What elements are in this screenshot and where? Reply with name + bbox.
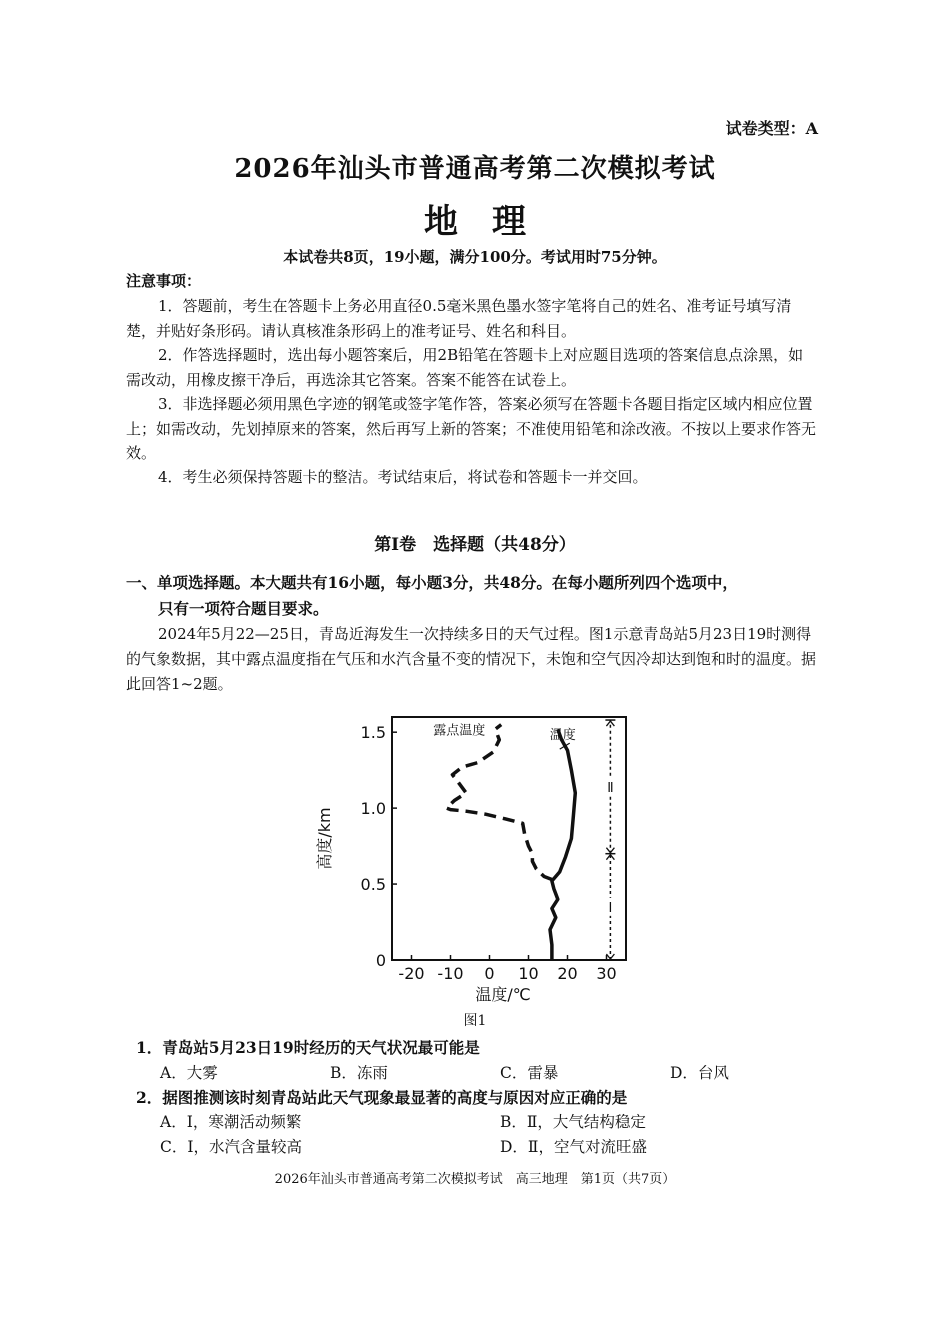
paper-type-label: 试卷类型：A xyxy=(725,119,818,138)
plot-frame xyxy=(392,717,626,960)
x-tick-label: 0 xyxy=(484,964,495,983)
y-axis-label: 高度/km xyxy=(315,807,334,870)
question-intro: 2024年5月22—25日，青岛近海发生一次持续多日的天气过程。图1示意青岛站5月23日19时测得的气象数据，其中露点温度指在气压和水汽含量不变的情况下，未饱和空气因冷却达到饱和时的温度。据此回答1~2题。 xyxy=(126,625,817,693)
notice-item-4: 4．考生必须保持答题卡的整洁。考试结束后，将试卷和答题卡一并交回。 xyxy=(158,468,648,486)
subject-title: 地理 xyxy=(424,202,560,242)
y-tick-label: 1.5 xyxy=(360,723,386,743)
part-heading-line2: 只有一项符合题目要求。 xyxy=(158,599,329,618)
x-axis-label: 温度/℃ xyxy=(475,985,531,1004)
y-tick-label: 1.0 xyxy=(360,799,386,819)
q1-option-a: A．大雾 xyxy=(160,1064,218,1082)
y-tick-label: 0.5 xyxy=(360,875,386,895)
x-tick-label: -20 xyxy=(398,964,425,983)
layer-label: Ⅱ xyxy=(607,780,614,796)
q1-option-b: B．冻雨 xyxy=(330,1064,388,1082)
notice-item-2: 2．作答选择题时，选出每小题答案后，用2B铅笔在答题卡上对应题目选项的答案信息点涂黑，如需改动，用橡皮擦干净后，再选涂其它答案。答案不能答在试卷上。 xyxy=(126,346,804,389)
dew-point-label: 露点温度 xyxy=(433,723,486,739)
q1-option-d: D．台风 xyxy=(670,1064,729,1082)
part-heading xyxy=(126,570,826,622)
x-tick-label: 10 xyxy=(518,964,539,983)
figure-1-chart xyxy=(300,705,640,1005)
q2-option-b: B．Ⅱ，大气结构稳定 xyxy=(500,1113,646,1131)
question-1-stem: 1．青岛站5月23日19时经历的天气状况最可能是 xyxy=(136,1038,480,1057)
layer-bracket-arrow xyxy=(606,954,614,959)
y-tick-label: 0 xyxy=(375,951,386,970)
part-heading-line1: 一、单项选择题。本大题共有16小题，每小题3分，共48分。在每小题所列四个选项中， xyxy=(126,573,738,592)
page-footer: 2026年汕头市普通高考第二次模拟考试 高三地理 第1页（共7页） xyxy=(274,1172,676,1187)
exam-title: 2026年汕头市普通高考第二次模拟考试 xyxy=(234,154,716,184)
q1-option-c: C．雷暴 xyxy=(500,1064,559,1082)
notice-item-3: 3．非选择题必须用黑色字迹的钢笔或签字笔作答，答案必须写在答题卡各题目指定区域内相应位置上；如需改动，先划掉原来的答案，然后再写上新的答案；不准使用铅笔和涂改液。不按以上要求作答无效。 xyxy=(126,395,817,462)
section-title: 第Ⅰ卷 选择题（共48分） xyxy=(374,535,576,555)
notice-heading: 注意事项： xyxy=(126,272,202,290)
x-tick-label: 30 xyxy=(596,964,617,983)
exam-info: 本试卷共8页，19小题，满分100分。考试用时75分钟。 xyxy=(283,248,667,266)
notice-item-1: 1．答题前，考生在答题卡上务必用直径0.5毫米黑色墨水签字笔将自己的姓名、准考证号填写清楚，并贴好条形码。请认真核准条形码上的准考证号、姓名和科目。 xyxy=(126,297,792,340)
temperature-label: 温度 xyxy=(549,728,576,744)
dew-point-line xyxy=(447,725,552,880)
temperature-line xyxy=(550,729,575,960)
layer-bracket-arrow xyxy=(606,848,614,853)
x-tick-label: 20 xyxy=(557,964,578,983)
x-tick-label: -10 xyxy=(437,964,464,983)
q2-option-d: D．Ⅱ，空气对流旺盛 xyxy=(500,1138,647,1156)
q2-option-c: C．Ⅰ，水汽含量较高 xyxy=(160,1138,302,1156)
question-2-stem: 2．据图推测该时刻青岛站此天气现象最显著的高度与原因对应正确的是 xyxy=(136,1088,628,1107)
figure-caption: 图1 xyxy=(463,1013,487,1029)
q2-option-a: A．Ⅰ，寒潮活动频繁 xyxy=(160,1113,302,1131)
layer-label: Ⅰ xyxy=(608,900,613,916)
